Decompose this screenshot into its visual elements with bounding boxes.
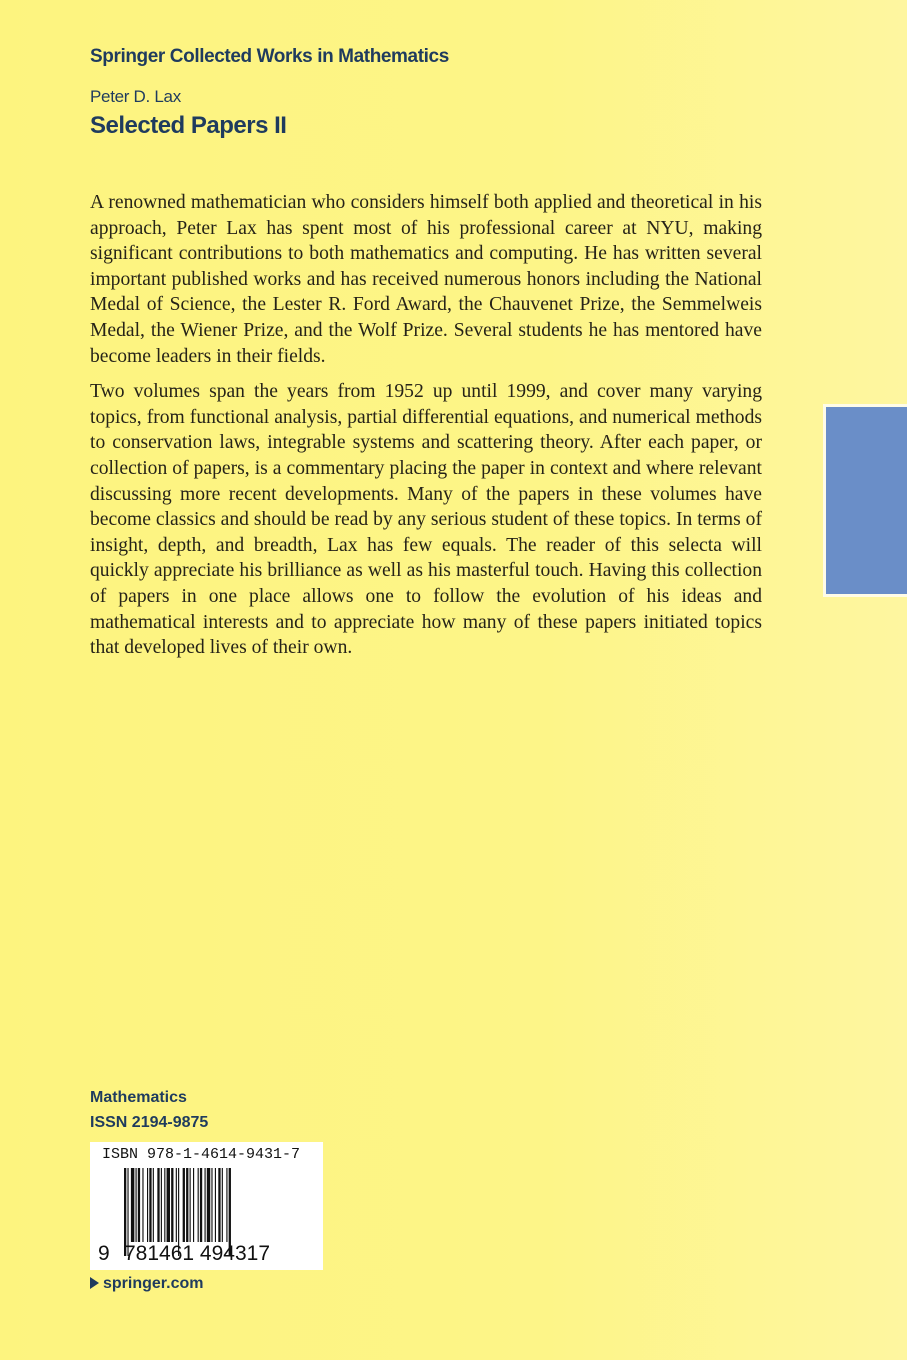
- arrow-right-icon: [90, 1277, 99, 1289]
- barcode-bar: [131, 1168, 134, 1242]
- subject-label: Mathematics: [90, 1089, 187, 1106]
- barcode-bar: [164, 1168, 165, 1242]
- barcode-bar: [136, 1168, 137, 1242]
- barcode-bar: [190, 1168, 191, 1242]
- barcode-bar: [226, 1168, 227, 1242]
- barcode-bar: [176, 1168, 177, 1242]
- description: [90, 190, 762, 671]
- description-paragraph-2: Two volumes span the years from 1952 up until 1999, and cover many varying topics, from functional analysis, partial differential equations, and numerical methods to conservation laws, integrable systems and scattering theory. After each paper, or collection of papers, is a commentary placing the paper in context and where relevant discussing more recent developments. Many of the papers in these volumes have become classics and should be read by any serious student of these topics. In terms of insight, depth, and breadth, Lax has few equals. The reader of this selecta will quickly appreciate his brilliance as well as his masterful touch. Having this collection of papers in one place allows one to follow the evolution of his ideas and mathematical interests and to appreciate how many of these papers initiated topics that developed lives of their own.: [90, 381, 762, 659]
- barcode-bar: [211, 1168, 212, 1242]
- side-color-tab: [823, 404, 907, 597]
- barcode-bar: [200, 1168, 202, 1242]
- barcode-bar: [198, 1168, 199, 1242]
- barcode-first-digit: 9: [98, 1242, 110, 1265]
- barcode-group-2: 494317: [199, 1242, 270, 1265]
- barcode-bar: [218, 1168, 220, 1242]
- barcode-bar: [142, 1168, 143, 1242]
- barcode-bar: [171, 1168, 173, 1242]
- barcode-bar: [183, 1168, 185, 1242]
- series-title: Springer Collected Works in Mathematics: [90, 46, 449, 67]
- barcode: [90, 1142, 323, 1270]
- barcode-bar: [138, 1168, 140, 1242]
- book-title: Selected Papers II: [90, 112, 287, 139]
- website-label: springer.com: [103, 1275, 204, 1292]
- barcode-digits: [98, 1242, 270, 1266]
- barcode-bar: [205, 1168, 206, 1242]
- barcode-group-1: 781461: [124, 1242, 195, 1265]
- isbn-text: ISBN 978-1-4614-9431-7: [102, 1146, 301, 1163]
- issn-label: ISSN 2194-9875: [90, 1114, 209, 1131]
- description-paragraph-1: A renowned mathematician who considers himself both applied and theoretical in his approach, Peter Lax has spent most of his professional career at NYU, making significant contributions to both mathematics and computing. He has written several important published works and has received numerous honors including the National Medal of Science, the Lester R. Ford Award, the Chauvenet Prize, the Semmelweis Medal, the Wiener Prize, and the Wolf Prize. Several students he has mentored have become leaders in their fields.: [90, 192, 762, 367]
- barcode-bar: [153, 1168, 154, 1242]
- barcode-bar: [207, 1168, 210, 1242]
- barcode-bar: [157, 1168, 159, 1242]
- barcode-bar: [222, 1168, 223, 1242]
- barcode-bar: [167, 1168, 170, 1242]
- publisher-website[interactable]: [90, 1275, 203, 1293]
- barcode-bar: [186, 1168, 188, 1242]
- barcode-bar: [161, 1168, 162, 1242]
- author-name: Peter D. Lax: [90, 87, 181, 106]
- barcode-bar: [193, 1168, 194, 1242]
- barcode-bar: [147, 1168, 148, 1242]
- barcode-bar: [149, 1168, 151, 1242]
- barcode-bar: [215, 1168, 216, 1242]
